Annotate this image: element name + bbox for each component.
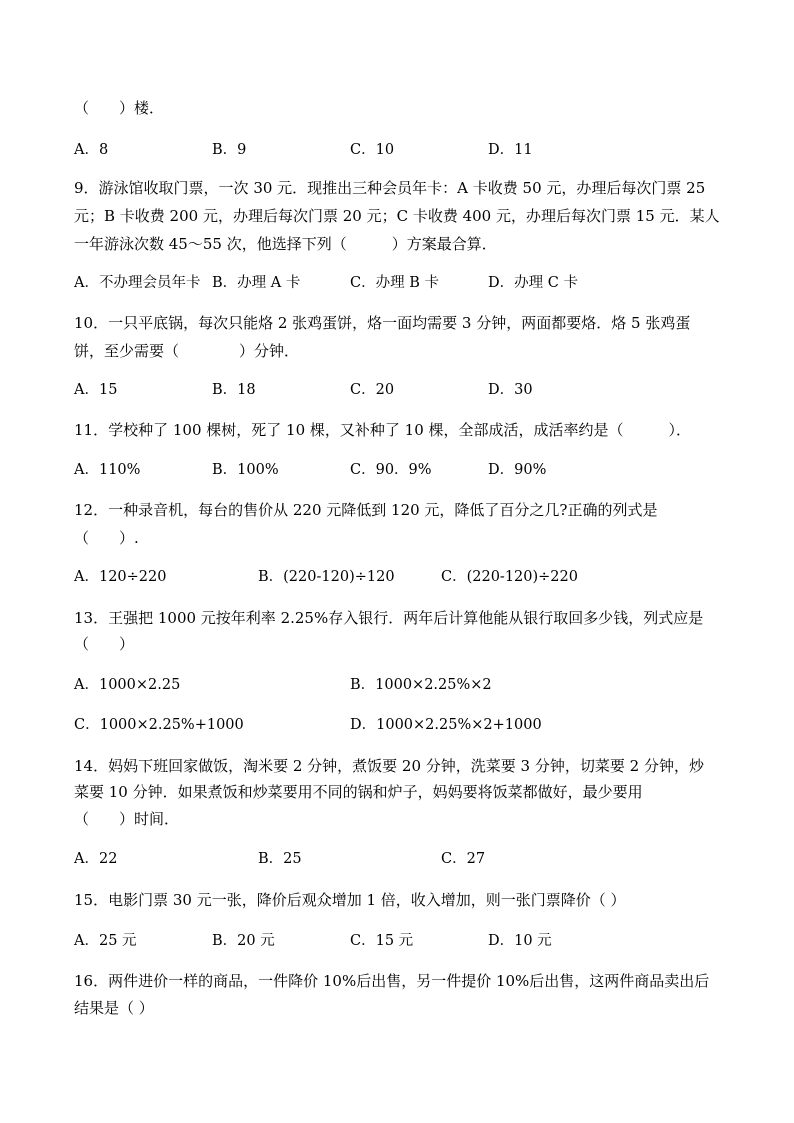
q13-option-a: A．1000×2.25 (74, 677, 181, 693)
q11-line-1: 11．学校种了 100 棵树，死了 10 棵，又补种了 10 棵，全部成活，成活率约是（ ）． (74, 421, 692, 439)
q8-option-c: C．10 (350, 142, 395, 158)
q9-option-a: A．不办理会员年卡 (74, 275, 201, 291)
q15-line-1: 15．电影门票 30 元一张，降价后观众增加 1 倍，收入增加，则一张门票降价（ ） (74, 891, 626, 909)
q12-line-2: （ ）. (74, 529, 139, 547)
q11-option-d: D．90% (488, 462, 547, 478)
q11-option-c: C．90．9% (350, 462, 432, 478)
q9-line-2: 元；B 卡收费 200 元，办理后每次门票 20 元；C 卡收费 400 元，办理后每次门票 15 元．某人 (74, 207, 720, 225)
q10-option-b: B．18 (212, 382, 256, 398)
q9-line-3: 一年游泳次数 45～55 次，他选择下列（ ）方案最合算． (74, 235, 497, 253)
q15-option-b: B．20 元 (212, 933, 275, 949)
q12-line-1: 12．一种录音机，每台的售价从 220 元降低到 120 元，降低了百分之几?正确的列式是 (74, 501, 658, 519)
q10-line-1: 10．一只平底锅，每次只能烙 2 张鸡蛋饼，烙一面均需要 3 分钟，两面都要烙．烙 5 张鸡蛋 (74, 314, 691, 332)
q12-option-a: A．120÷220 (74, 569, 167, 585)
q8-option-a: A．8 (74, 142, 109, 158)
q15-option-c: C．15 元 (350, 933, 414, 949)
q9-option-c: C．办理 B 卡 (350, 275, 439, 291)
q8-option-d: D．11 (488, 142, 533, 158)
q13-option-d: D．1000×2.25%×2+1000 (350, 717, 542, 733)
q14-option-a: A．22 (74, 851, 118, 867)
q16-line-1: 16．两件进价一样的商品，一件降价 10%后出售，另一件提价 10%后出售，这两件商品卖出后 (74, 972, 710, 990)
q11-option-a: A．110% (74, 462, 141, 478)
q15-option-d: D．10 元 (488, 933, 552, 949)
q13-line-1: 13．王强把 1000 元按年利率 2.25%存入银行．两年后计算他能从银行取回多少钱，列式应是 (74, 609, 704, 627)
q16-line-2: 结果是（ ） (74, 999, 154, 1017)
q9-option-b: B．办理 A 卡 (212, 275, 301, 291)
q13-line-2: （ ） (74, 635, 135, 653)
q10-option-d: D．30 (488, 382, 533, 398)
q15-option-a: A．25 元 (74, 933, 137, 949)
q13-option-b: B．1000×2.25%×2 (350, 677, 492, 693)
q9-line-1: 9．游泳馆收取门票，一次 30 元．现推出三种会员年卡：A 卡收费 50 元，办理后每次门票 25 (74, 179, 706, 197)
q10-option-c: C．20 (350, 382, 395, 398)
q9-option-d: D．办理 C 卡 (488, 275, 578, 291)
q12-option-b: B．(220-120)÷120 (258, 569, 395, 585)
q14-line-2: 菜要 10 分钟．如果煮饭和炒菜要用不同的锅和炉子，妈妈要将饭菜都做好，最少要用 (74, 783, 643, 801)
q10-line-2: 饼，至少需要（ ）分钟． (74, 342, 300, 360)
q8-continuation: （ ）楼． (74, 99, 165, 117)
q14-line-1: 14．妈妈下班回家做饭，淘米要 2 分钟，煮饭要 20 分钟，洗菜要 3 分钟，切菜要 2 分钟，炒 (74, 757, 704, 775)
q10-option-a: A．15 (74, 382, 118, 398)
q8-option-b: B．9 (212, 142, 247, 158)
q14-line-3: （ ）时间． (74, 810, 180, 828)
q14-option-b: B．25 (258, 851, 302, 867)
q13-option-c: C．1000×2.25%+1000 (74, 717, 244, 733)
q12-option-c: C．(220-120)÷220 (441, 569, 578, 585)
q14-option-c: C．27 (441, 851, 486, 867)
q11-option-b: B．100% (212, 462, 279, 478)
